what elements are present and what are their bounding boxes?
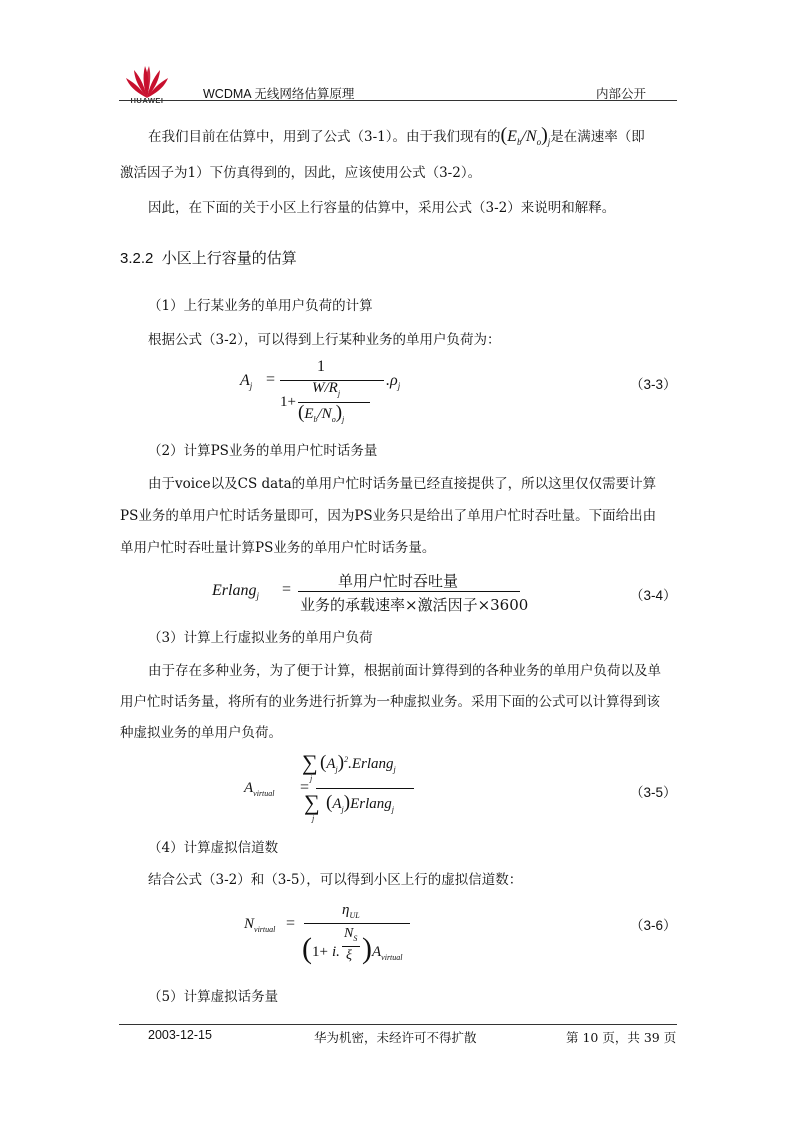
huawei-petals-icon: [122, 60, 172, 100]
step-2-line-3: 单用户忙时吞吐量计算PS业务的单用户忙时话务量。: [120, 540, 436, 556]
header-classification: 内部公开: [596, 87, 647, 101]
step-3-line-3: 种虚拟业务的单用户负荷。: [120, 725, 282, 741]
header-rule: [119, 100, 677, 101]
footer-notice: 华为机密，未经许可不得扩散: [314, 1030, 477, 1045]
header-doc-title: WCDMA 无线网络估算原理: [203, 87, 355, 101]
step-3-title: （3）计算上行虚拟业务的单用户负荷: [148, 630, 373, 646]
step-2-title: （2）计算PS业务的单用户忙时话务量: [148, 443, 378, 459]
step-2-line-2: PS业务的单用户忙时话务量即可，因为PS业务只是给出了单用户忙时吞吐量。下面给出由: [120, 508, 657, 524]
equation-3-4: Erlang$_j$ = 单用户忙时吞吐量 业务的承载速率×激活因子×3600: [212, 572, 529, 614]
step-3-line-2: 用户忙时话务量，将所有的业务进行折算为一种虚拟业务。采用下面的公式可以计算得到该: [120, 694, 660, 710]
eq34-denominator: 业务的承载速率×激活因子×3600: [300, 596, 529, 614]
para1-text-b: 是在满速率（即: [550, 129, 645, 145]
equation-3-3: $A_j$ = 1 1+ $W/R_j$ $(E_b/N_o)_j$ $.\rho_j$: [240, 358, 401, 424]
eb-no-ratio: $(E_b/N_o)_j$: [500, 124, 551, 148]
step-4-text: 结合公式（3-2）和（3-5），可以得到小区上行的虚拟信道数：: [148, 872, 523, 888]
equation-3-6: $N_{virtual}$ = $\eta_{UL}$ ( 1+ i. $N_S$ ξ ) $A_{virtual}$: [244, 900, 444, 972]
equation-3-4-number: （3-4）: [630, 588, 677, 603]
huawei-logo: [122, 60, 172, 104]
eq34-lhs: Erlang: [212, 582, 257, 599]
equation-3-5-number: （3-5）: [630, 785, 677, 800]
step-5-title: （5）计算虚拟话务量: [148, 989, 279, 1005]
eq34-numerator: 单用户忙时吞吐量: [338, 572, 459, 590]
equation-3-6-number: （3-6）: [630, 918, 677, 933]
para1-text-a: 在我们目前在估算中，用到了公式（3-1）。由于我们现有的: [148, 129, 501, 145]
footer-date: 2003-12-15: [148, 1028, 212, 1042]
paragraph-2: 因此，在下面的关于小区上行容量的估算中，采用公式（3-2）来说明和解释。: [148, 200, 616, 216]
footer-rule: [119, 1024, 677, 1025]
paragraph-1-line-2: 激活因子为1）下仿真得到的，因此，应该使用公式（3-2）。: [120, 165, 482, 181]
equation-3-5: $A_{virtual}$ = ∑ j $(A_j)^2.Erlang_j$ ∑ j $(A_j)Erlang_j$: [244, 750, 444, 830]
step-4-title: （4）计算虚拟信道数: [148, 840, 279, 856]
step-1-text: 根据公式（3-2），可以得到上行某种业务的单用户负荷为：: [148, 332, 501, 348]
step-2-line-1: 由于voice以及CS data的单用户忙时话务量已经直接提供了，所以这里仅仅需要计算: [148, 476, 657, 492]
logo-text: HUAWEI: [130, 96, 164, 105]
step-1-title: （1）上行某业务的单用户负荷的计算: [148, 298, 373, 314]
step-3-line-1: 由于存在多种业务，为了便于计算，根据前面计算得到的各种业务的单用户负荷以及单: [148, 663, 661, 679]
section-heading: 3.2.2 小区上行容量的估算: [120, 250, 297, 267]
paragraph-1-line-1: [148, 125, 645, 152]
equation-3-3-number: （3-3）: [630, 377, 677, 392]
footer-page-number: 第 10 页，共 39 页: [566, 1030, 677, 1045]
